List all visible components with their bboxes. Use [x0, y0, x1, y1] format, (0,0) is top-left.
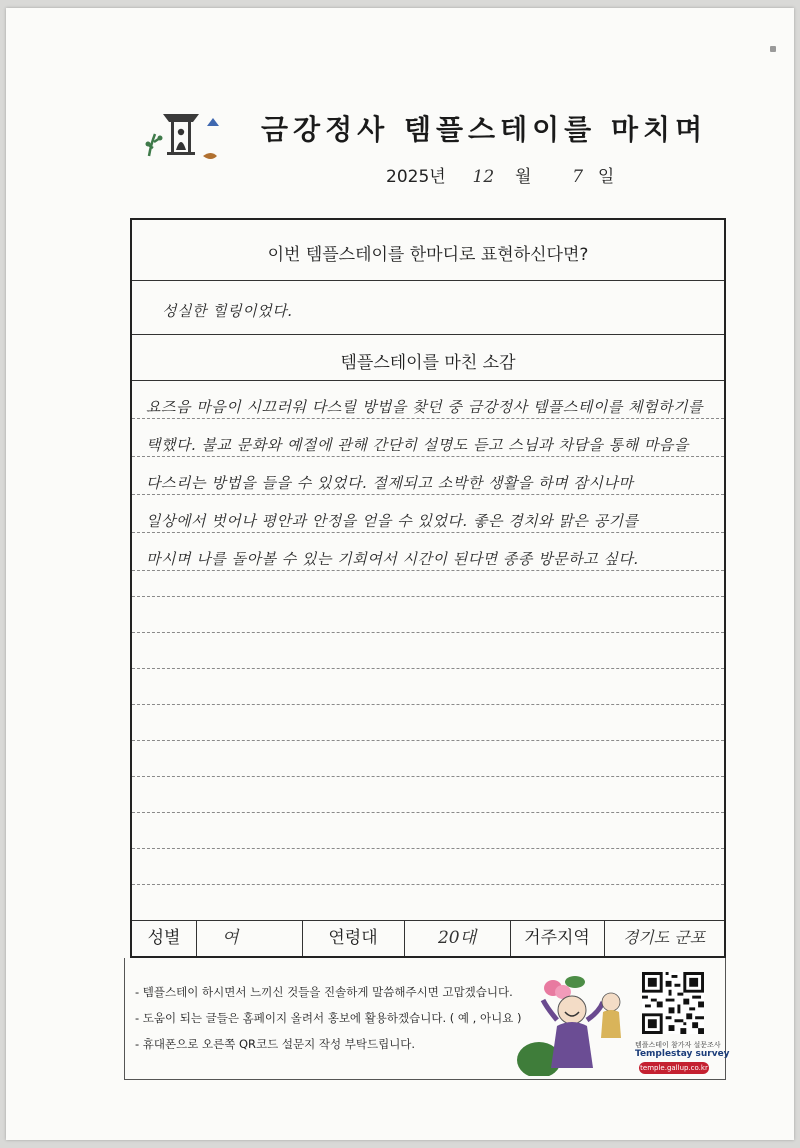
date-year: 2025년 [386, 167, 446, 187]
date-day-label: 일 [597, 167, 615, 187]
notice-line: - 템플스테이 하시면서 느끼신 것들을 진솔하게 말씀해주시면 고맙겠습니다. [135, 985, 513, 999]
writing-line [132, 848, 724, 849]
writing-line [132, 776, 724, 777]
writing-line [132, 494, 724, 495]
survey-caption: 템플스테이 참가자 설문조사 [635, 1041, 721, 1049]
notice-line: - 도움이 되는 글들은 홈페이지 올려서 홍보에 활용하겠습니다. ( 예 , 아니요 ) [135, 1011, 522, 1025]
gender-label: 성별 [147, 928, 181, 948]
region-label: 거주지역 [524, 928, 590, 948]
age-label: 연령대 [328, 928, 378, 948]
region-value[interactable]: 경기도 군포 [622, 928, 706, 947]
writing-line [132, 668, 724, 669]
writing-line [132, 740, 724, 741]
impression-line[interactable]: 일상에서 벗어나 평안과 안정을 얻을 수 있었다. 좋은 경치와 맑은 공기를 [146, 512, 639, 530]
date-day-value: 7 [572, 167, 584, 187]
writing-line [132, 812, 724, 813]
corner-mark [770, 46, 776, 52]
question-one-label: 이번 템플스테이를 한마디로 표현하신다면? [267, 245, 589, 265]
writing-line [132, 596, 724, 597]
footer-notice [124, 958, 730, 1080]
impression-line[interactable]: 다스리는 방법을 들을 수 있었다. 절제되고 소박한 생활을 하며 잠시나마 [146, 474, 634, 492]
writing-line [132, 884, 724, 885]
age-value[interactable]: 20대 [437, 928, 477, 948]
survey-sheet [6, 8, 794, 1140]
writing-line [132, 532, 724, 533]
survey-form [130, 218, 726, 958]
gender-value[interactable]: 여 [222, 928, 239, 948]
date-month-label: 월 [514, 167, 532, 187]
date-month-value: 12 [472, 167, 495, 187]
respondent-info-row [132, 920, 724, 956]
writing-line [132, 704, 724, 705]
impression-line[interactable]: 마시며 나를 돌아볼 수 있는 기회여서 시간이 된다면 종종 방문하고 싶다. [146, 550, 639, 568]
temple-logo [141, 104, 221, 176]
notice-line: - 휴대폰으로 오른쪽 QR코드 설문지 작성 부탁드립니다. [135, 1037, 416, 1051]
writing-line [132, 570, 724, 571]
writing-line [132, 632, 724, 633]
survey-url-link[interactable]: temple.gallup.co.kr [640, 1064, 708, 1072]
impression-line[interactable]: 요즈음 마음이 시끄러워 다스릴 방법을 찾던 중 금강정사 템플스테이를 체험하기를 [146, 398, 704, 416]
monk-illustration [517, 968, 635, 1076]
page-title: 금강정사 템플스테이를 마치며 [261, 113, 708, 146]
question-two-label: 템플스테이를 마친 소감 [340, 353, 516, 373]
writing-line [132, 418, 724, 419]
survey-title: Templestay survey [635, 1049, 730, 1059]
date-line [386, 162, 614, 187]
question-one-answer[interactable]: 성실한 힐링이었다. [162, 302, 293, 320]
writing-line [132, 456, 724, 457]
impression-line[interactable]: 택했다. 불교 문화와 예절에 관해 간단히 설명도 듣고 스님과 차담을 통해 마음을 [146, 436, 689, 454]
divider [132, 280, 724, 281]
divider [132, 334, 724, 335]
divider [132, 380, 724, 381]
qr-code[interactable] [642, 972, 704, 1034]
